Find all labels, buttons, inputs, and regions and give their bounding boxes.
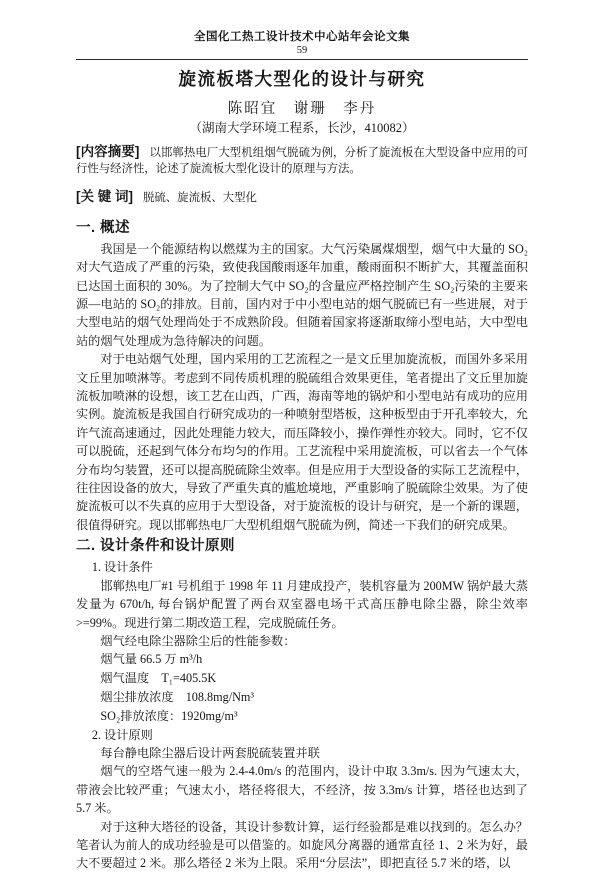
section-2-heading: 二. 设计条件和设计原则 <box>76 538 236 555</box>
abstract-text: 以邯郸热电厂大型机组烟气脱硫为例，分析了旋流板在大型设备中应用的可行性与经济性，论述了旋流板大型化设计的原理与方法。 <box>76 147 528 175</box>
abstract-block <box>76 144 528 177</box>
keywords-text: 脱硫、旋流板、大型化 <box>143 192 257 205</box>
section-1-paragraph-2: 对于电站烟气处理，国内采用的工艺流程之一是文丘里加旋流板，而国外多采用文丘里加喷淋等。考虑到不同传质机理的脱硫组合效果更佳，笔者提出了文丘里加旋流板加喷淋的设想，该工艺在山西，广西，海南等地的锅炉和小型电站有成功的应用实例。旋流板是我国自行研究成功的一种喷射型塔板，这种板型由于开孔率较大，允许气流高速通过，因此处理能力较大，而压降较小，操作弹性亦较大。同时，它不仅可以脱硫，还起到气体分布均匀的作用。工艺流程中采用旋流板，可以省去一个气体分布均匀装置，还可以提高脱硫除尘效率。但是应用于大型设备的实际工艺流程中，往往因设备的放大，导致了严重失真的尴尬境地，严重影响了脱硫除尘效果。为了使旋流板可以不失真的应用于大型设备，对于旋流板的设计与研究，是一个新的课题，很值得研究。现以邯郸热电厂大型机组烟气脱硫为例，简述一下我们的研究成果。 <box>76 352 528 532</box>
journal-header: 全国化工热工设计技术中心站年会论文集 <box>194 31 410 43</box>
parameter-flue-gas-temperature: 烟气温度 T₁=405.5K <box>100 671 217 686</box>
abstract-label: [内容摘要] <box>76 144 140 159</box>
parameter-so2-emission-concentration: SO₂排放浓度：1920mg/m³ <box>100 708 238 723</box>
parameters-intro: 烟气经电除尘器除尘后的性能参数： <box>100 633 296 648</box>
subsection-2-line: 每台静电除尘器后设计两套脱硫装置并联 <box>100 745 320 760</box>
subsection-2-paragraph-2: 对于这种大塔径的设备，其设计参数计算，运行经验都是难以找到的。怎么办？笔者认为前人的成功经验是可以借鉴的。如旋风分离器的通常直径 1、2 米为好，最大不要超过 2 米。那么塔径 2 米为上限。采用“分层法”，即把直径 5.7 米的塔，以 <box>76 819 528 871</box>
affiliation: （湖南大学环境工程系，长沙，410082） <box>189 121 415 135</box>
paper-title: 旋流板塔大型化的设计与研究 <box>178 69 426 89</box>
keywords-block <box>76 188 528 207</box>
subsection-2-paragraph-1: 烟气的空塔气速一般为 2.4-4.0m/s 的范围内，设计中取 3.3m/s. 因为气速太大，带液会比较严重；气速太小，塔径将很大，不经济，按 3.3m/s 计算，塔径也达到了5.7 米。 <box>76 764 528 816</box>
keywords-label: [关 键 词] <box>76 189 133 205</box>
parameter-dust-emission-concentration: 烟尘排放浓度 108.8mg/Nm³ <box>100 689 255 704</box>
authors: 陈昭宜 谢珊 李丹 <box>227 101 377 117</box>
subsection-1-title: 1. 设计条件 <box>91 560 153 575</box>
section-1-paragraph-1: 我国是一个能源结构以燃煤为主的国家。大气污染属煤烟型，烟气中大量的 SO₂对大气造成了严重的污染，致使我国酸雨逐年加重，酸雨面积不断扩大，其覆盖面积已达国土面积的 30%。为了控制大气中 SO₂的含量应严格控制产生 SO₂污染的主要来源—电站的 SO₂的排放。目前，国内对于中小型电站的烟气脱硫已有一些进展，对于大型电站的烟气处理尚处于不成熟阶段。但随着国家将逐渐取缔小型电站，大中型电站的烟气处理成为急待解决的问题。 <box>76 241 528 348</box>
section-1-heading: 一. 概述 <box>76 219 131 236</box>
page-number: 59 <box>296 45 308 56</box>
subsection-2-title: 2. 设计原则 <box>91 727 153 742</box>
subsection-1-paragraph: 邯郸热电厂#1 号机组于 1998 年 11 月建成投产，装机容量为 200MW 锅炉最大蒸发量为 670t/h, 每台锅炉配置了两台双室器电场干式高压静电除尘器，除尘效率>=99%。现进行第二期改造工程，完成脱硫任务。 <box>76 578 528 630</box>
parameter-flue-gas-volume: 烟气量 66.5 万 m³/h <box>100 652 203 667</box>
header-rule <box>76 59 528 60</box>
